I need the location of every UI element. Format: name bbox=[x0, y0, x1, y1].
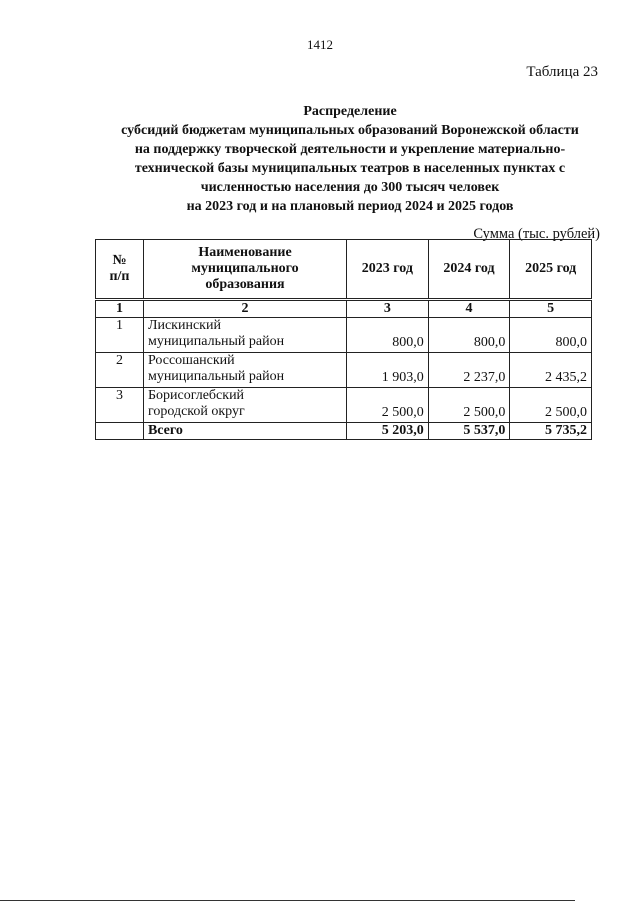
value-2023: 800,0 bbox=[347, 318, 429, 353]
header-2024: 2024 год bbox=[428, 240, 510, 299]
total-label: Всего bbox=[143, 423, 346, 440]
footer-rule bbox=[0, 900, 575, 901]
data-table bbox=[95, 300, 592, 440]
table-row bbox=[96, 388, 592, 423]
header-number bbox=[96, 240, 144, 299]
value-2024: 800,0 bbox=[428, 318, 510, 353]
column-index: 1 bbox=[96, 301, 144, 318]
title-line: на 2023 год и на плановый период 2024 и 2025 годов bbox=[186, 199, 514, 214]
header-2025: 2025 год bbox=[510, 240, 592, 299]
column-index: 5 bbox=[510, 301, 592, 318]
row-name-line: Лискинский bbox=[147, 318, 221, 333]
total-2025: 5 735,2 bbox=[510, 423, 592, 440]
document-title bbox=[80, 102, 620, 216]
table-label: Таблица 23 bbox=[526, 64, 598, 80]
value-2025: 800,0 bbox=[510, 318, 592, 353]
value-2023: 1 903,0 bbox=[347, 353, 429, 388]
row-name-line: муниципальный район bbox=[147, 369, 285, 384]
header-name-line: образования bbox=[205, 277, 285, 292]
row-number: 2 bbox=[96, 353, 144, 388]
header-number-line: п/п bbox=[109, 269, 130, 284]
row-number: 3 bbox=[96, 388, 144, 423]
column-index: 4 bbox=[428, 301, 510, 318]
total-row bbox=[96, 423, 592, 440]
title-line: численностью населения до 300 тысяч человек bbox=[200, 180, 500, 195]
row-name-line: муниципальный район bbox=[147, 334, 285, 349]
total-2024: 5 537,0 bbox=[428, 423, 510, 440]
row-name-line: Россошанский bbox=[147, 353, 235, 368]
header-name-line: муниципального bbox=[191, 261, 299, 276]
title-line: технической базы муниципальных театров в населенных пунктах с bbox=[134, 161, 566, 176]
row-number: 1 bbox=[96, 318, 144, 353]
row-name bbox=[143, 353, 346, 388]
total-number bbox=[96, 423, 144, 440]
row-name bbox=[143, 318, 346, 353]
units-label: Сумма (тыс. рублей) bbox=[473, 226, 600, 242]
header-2023: 2023 год bbox=[347, 240, 429, 299]
value-2023: 2 500,0 bbox=[347, 388, 429, 423]
header-name-line: Наименование bbox=[198, 245, 292, 260]
header-name bbox=[143, 240, 346, 299]
page-number: 1412 bbox=[307, 37, 333, 52]
column-index: 2 bbox=[143, 301, 346, 318]
table-row bbox=[96, 353, 592, 388]
table-header bbox=[95, 239, 592, 299]
value-2025: 2 500,0 bbox=[510, 388, 592, 423]
value-2024: 2 500,0 bbox=[428, 388, 510, 423]
table-row bbox=[96, 318, 592, 353]
column-index: 3 bbox=[347, 301, 429, 318]
row-name-line: городской округ bbox=[147, 404, 245, 419]
total-2023: 5 203,0 bbox=[347, 423, 429, 440]
value-2024: 2 237,0 bbox=[428, 353, 510, 388]
title-line: субсидий бюджетам муниципальных образований Воронежской области bbox=[121, 123, 579, 138]
value-2025: 2 435,2 bbox=[510, 353, 592, 388]
row-name-line: Борисоглебский bbox=[147, 388, 245, 403]
title-line: Распределение bbox=[303, 104, 397, 119]
row-name bbox=[143, 388, 346, 423]
title-line: на поддержку творческой деятельности и укрепление материально- bbox=[134, 142, 566, 157]
header-number-line: № bbox=[112, 253, 127, 268]
column-index-row bbox=[96, 301, 592, 318]
